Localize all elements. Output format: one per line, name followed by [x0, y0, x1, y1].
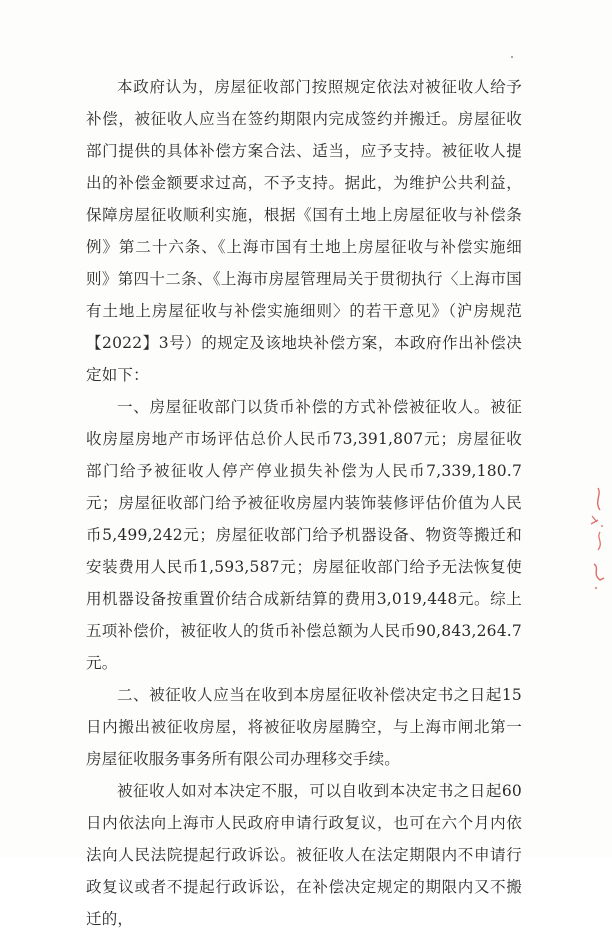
- paragraph-legal-remedy: 被征收人如对本决定不服，可以自收到本决定书之日起60日内依法向上海市人民政府申请行政复议，也可在六个月内依法向人民法院提起行政诉讼。被征收人在法定期限内不申请行政复议或者不提起行政诉讼，在补偿决定规定的期限内又不搬迁的，: [86, 782, 522, 928]
- paragraph-decision-basis: 本政府认为，房屋征收部门按照规定依法对被征收人给予补偿，被征收人应当在签约期限内完成签约并搬迁。房屋征收部门提供的具体补偿方案合法、适当，应予支持。被征收人提出的补偿金额要求过高，不予支持。据此，为维护公共利益，保障房屋征收顺利实施，根据《国有土地上房屋征收与补偿条例》第二十六条、《上海市国有土地上房屋征收与补偿实施细则》第四十二条、《上海市房屋管理局关于贯彻执行〈上海市国有土地上房屋征收与补偿实施细则〉的若干意见》（沪房规范【2022】3号）的规定及该地块补偿方案，本政府作出补偿决定如下：: [86, 78, 522, 384]
- paragraph-item-one-compensation: 一、房屋征收部门以货币补偿的方式补偿被征收人。被征收房屋房地产市场评估总价人民币73,391,807元；房屋征收部门给予被征收人停产停业损失补偿为人民币7,339,180.7元；房屋征收部门给予被征收房屋内装饰装修评估价值为人民币5,499,242元；房屋征收部门给予机器设备、物资等搬迁和安装费用人民币1,593,587元；房屋征收部门给予无法恢复使用机器设备按重置价结合成新结算的费用3,019,448元。综上五项补偿价，被征收人的货币补偿总额为人民币90,843,264.7元。: [86, 398, 522, 672]
- red-seal-edge: [588, 480, 612, 600]
- document-body: [86, 71, 522, 935]
- paragraph-item-two-relocation: 二、被征收人应当在收到本房屋征收补偿决定书之日起15日内搬出被征收房屋，将被征收房屋腾空，与上海市闸北第一房屋征收服务事务所有限公司办理移交手续。: [86, 686, 522, 768]
- scan-speck: [511, 56, 513, 58]
